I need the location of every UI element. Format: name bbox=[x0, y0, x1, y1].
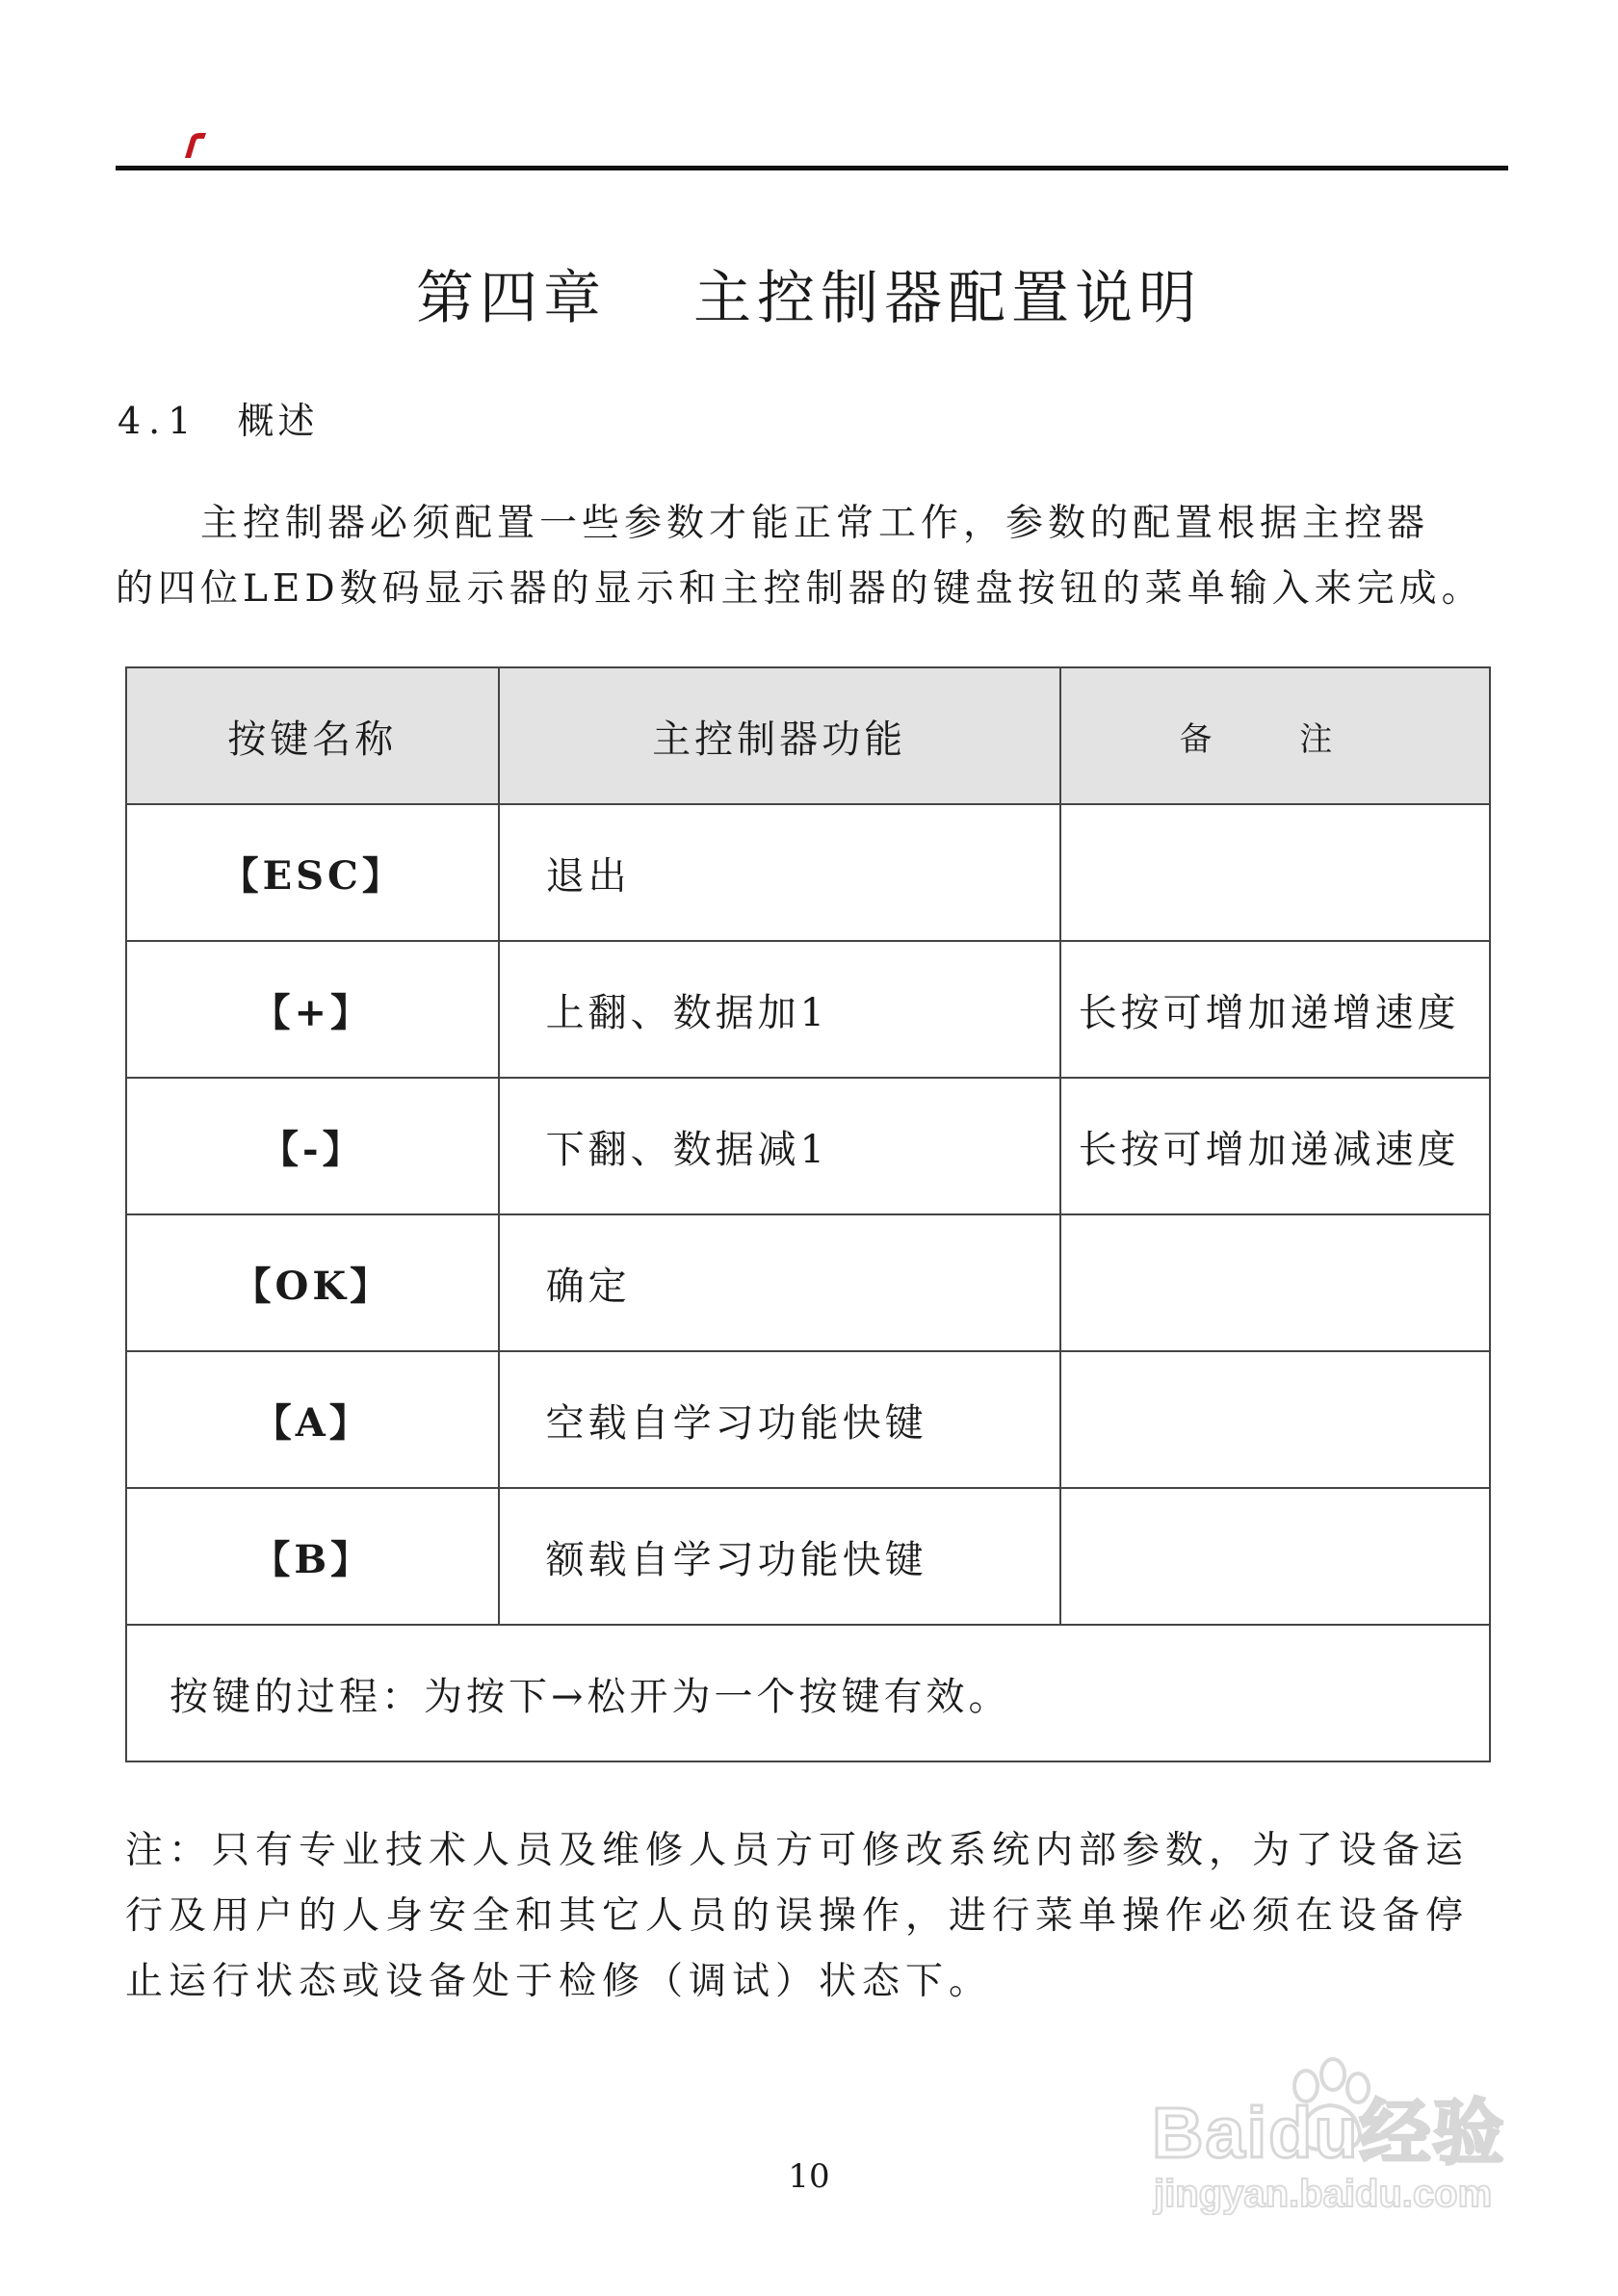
function-cell: 上翻、数据加1 bbox=[499, 941, 1060, 1078]
note-cell: 长按可增加递增速度 bbox=[1060, 941, 1490, 1078]
key-cell: 【ESC】 bbox=[126, 804, 499, 941]
header-note: 备 注 bbox=[1060, 667, 1490, 804]
table-row bbox=[126, 1351, 1490, 1488]
function-cell: 额载自学习功能快键 bbox=[499, 1488, 1060, 1625]
intro-line: 主控制器必须配置一些参数才能正常工作，参数的配置根据主控器 bbox=[200, 502, 1430, 545]
table-footer-row bbox=[126, 1625, 1490, 1761]
note-line: 行及用户的人身安全和其它人员的误操作，进行菜单操作必须在设备停 bbox=[125, 1894, 1470, 1938]
table-row bbox=[126, 1214, 1490, 1351]
key-cell: 【B】 bbox=[126, 1488, 499, 1625]
chapter-title bbox=[0, 252, 1618, 335]
table-row bbox=[126, 941, 1490, 1078]
chapter-name: 主控制器配置说明 bbox=[693, 265, 1202, 332]
caution-note bbox=[125, 1818, 1512, 2015]
key-cell: 【+】 bbox=[126, 941, 499, 1078]
header-key-name: 按键名称 bbox=[126, 667, 499, 804]
note-line: 注：只有专业技术人员及维修人员方可修改系统内部参数，为了设备运 bbox=[125, 1829, 1470, 1872]
note-line: 止运行状态或设备处于检修（调试）状态下。 bbox=[125, 1960, 993, 2003]
note-cell: 长按可增加递减速度 bbox=[1060, 1078, 1490, 1214]
key-cell: 【OK】 bbox=[126, 1214, 499, 1351]
key-cell: 【-】 bbox=[126, 1078, 499, 1214]
note-cell bbox=[1060, 1214, 1490, 1351]
note-cell bbox=[1060, 804, 1490, 941]
function-cell: 退出 bbox=[499, 804, 1060, 941]
watermark-brand: Baidu经验 bbox=[1152, 2093, 1506, 2173]
table-row bbox=[126, 804, 1490, 941]
function-cell: 下翻、数据减1 bbox=[499, 1078, 1060, 1214]
table-row bbox=[126, 1488, 1490, 1625]
key-cell: 【A】 bbox=[126, 1351, 499, 1488]
chapter-number: 第四章 bbox=[416, 265, 607, 332]
section-number: 4.1 bbox=[117, 400, 199, 442]
section-title: 概述 bbox=[237, 400, 319, 442]
intro-line: 的四位LED数码显示器的显示和主控制器的键盘按钮的菜单输入来完成。 bbox=[116, 567, 1484, 611]
section-heading bbox=[117, 391, 318, 444]
note-cell bbox=[1060, 1488, 1490, 1625]
baidu-watermark bbox=[1152, 2076, 1537, 2240]
note-cell bbox=[1060, 1351, 1490, 1488]
header-function: 主控制器功能 bbox=[499, 667, 1060, 804]
function-cell: 确定 bbox=[499, 1214, 1060, 1351]
intro-paragraph bbox=[116, 491, 1502, 622]
header-logo-icon bbox=[179, 131, 208, 160]
key-process-note: 按键的过程：为按下→松开为一个按键有效。 bbox=[126, 1625, 1490, 1761]
page-number: 10 bbox=[788, 2157, 830, 2196]
function-cell: 空载自学习功能快键 bbox=[499, 1351, 1060, 1488]
table-header-row bbox=[126, 667, 1490, 804]
table-row bbox=[126, 1078, 1490, 1214]
watermark-url: jingyan.baidu.com bbox=[1154, 2173, 1493, 2215]
header-rule bbox=[116, 166, 1508, 170]
key-function-table bbox=[125, 666, 1491, 1762]
